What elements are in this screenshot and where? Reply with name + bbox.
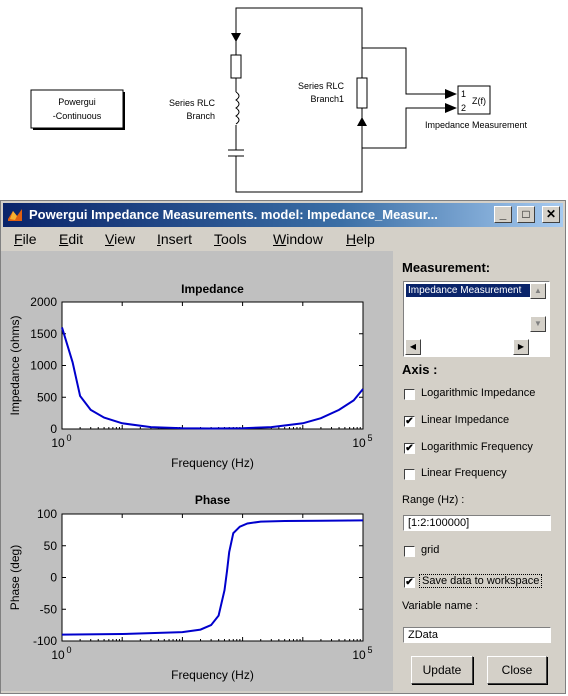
powergui-block[interactable] xyxy=(31,90,125,130)
chart2-ytick-label: 50 xyxy=(43,538,57,553)
measurement-list-item[interactable]: Impedance Measurement xyxy=(406,284,530,297)
menu-tools[interactable]: Tools xyxy=(214,231,247,247)
logarithmic-frequency-checkbox[interactable]: ✔ xyxy=(405,443,414,454)
chart1-ytick-label: 1500 xyxy=(30,326,57,341)
chart2-ytick-label: 0 xyxy=(50,570,57,585)
chart1-xlabel: Frequency (Hz) xyxy=(171,456,254,470)
branch1-label-2: Branch1 xyxy=(310,94,344,104)
save-data-checkbox[interactable]: ✔ xyxy=(405,577,414,588)
impedance-measurement-label: Impedance Measurement xyxy=(424,120,528,130)
axis-label: Axis : xyxy=(402,362,438,377)
menu-edit[interactable]: Edit xyxy=(59,231,84,247)
plot-area xyxy=(1,251,393,691)
grid-label: grid xyxy=(421,544,440,556)
save-data-label: Save data to workspace xyxy=(419,574,542,588)
branch-label-2: Branch xyxy=(186,111,215,121)
variable-name-label: Variable name : xyxy=(402,600,479,612)
chart1-ytick-label: 0 xyxy=(50,422,57,436)
chart2-xtick-base: 10 xyxy=(51,648,65,662)
menu-view[interactable]: View xyxy=(105,231,136,247)
chart2-ytick-label: -50 xyxy=(39,602,57,617)
series-rlc-branch1-block[interactable] xyxy=(298,78,367,108)
chart1-xtick-base: 10 xyxy=(352,436,366,450)
menu-insert[interactable]: Insert xyxy=(157,231,193,247)
chart2-xtick-base: 10 xyxy=(352,648,366,662)
scroll-left-icon[interactable]: ◀ xyxy=(405,339,421,355)
chart2-xlabel: Frequency (Hz) xyxy=(171,668,254,682)
branch1-label-1: Series RLC xyxy=(297,81,344,91)
powergui-label-2: -Continuous xyxy=(52,111,102,121)
chart1-ytick-label: 1000 xyxy=(30,358,57,373)
logarithmic-impedance-label: Logarithmic Impedance xyxy=(421,387,536,399)
chart2-xtick-exp: 5 xyxy=(367,645,373,655)
chart1-xtick-base: 10 xyxy=(51,436,65,450)
logarithmic-frequency-label: Logarithmic Frequency xyxy=(421,441,533,453)
chart2-ytick-label: 100 xyxy=(36,507,57,521)
measurement-label: Measurement: xyxy=(402,260,491,275)
title-bar[interactable] xyxy=(3,203,563,227)
menu-help[interactable]: Help xyxy=(346,231,375,247)
charts-svg xyxy=(1,251,393,691)
menu-file[interactable]: File xyxy=(14,231,37,247)
grid-checkbox[interactable] xyxy=(404,546,415,557)
logarithmic-impedance-checkbox[interactable] xyxy=(404,389,415,400)
zf-label: Z(f) xyxy=(472,96,486,106)
variable-name-input[interactable]: ZData xyxy=(403,627,551,643)
chart1-xtick-exp: 0 xyxy=(66,433,72,443)
matlab-icon xyxy=(7,207,23,223)
minimize-button[interactable]: _ xyxy=(494,206,512,223)
simulink-diagram xyxy=(0,0,568,200)
impedance-window xyxy=(0,200,566,694)
chart1-ytick-label: 500 xyxy=(36,390,57,405)
menu-window[interactable]: Window xyxy=(273,231,323,247)
chart2-xtick-exp: 0 xyxy=(66,645,72,655)
chart1-ylabel: Impedance (ohms) xyxy=(8,315,22,416)
branch-label-1: Series RLC xyxy=(168,98,215,108)
measurement-listbox[interactable] xyxy=(403,281,550,357)
close-button[interactable]: Close xyxy=(487,656,547,684)
chart1-ytick-label: 2000 xyxy=(30,295,57,309)
circuit-wires xyxy=(236,8,455,192)
menu-bar xyxy=(3,229,563,251)
chart1-title: Impedance xyxy=(181,282,244,296)
chart2-ylabel: Phase (deg) xyxy=(8,544,22,611)
range-label: Range (Hz) : xyxy=(402,494,465,506)
series-rlc-branch-block[interactable] xyxy=(169,55,244,162)
linear-frequency-checkbox[interactable] xyxy=(404,469,415,480)
chart2-ytick-label: -100 xyxy=(32,634,57,648)
chart1-plot-box xyxy=(62,302,363,429)
port-1-label: 1 xyxy=(461,89,467,99)
chart2-title: Phase xyxy=(194,493,231,507)
port-2-label: 2 xyxy=(461,103,467,113)
window-title: Powergui Impedance Measurements. model: Impedance_Measur... xyxy=(29,207,438,222)
chart1-xtick-exp: 5 xyxy=(367,433,373,443)
linear-frequency-label: Linear Frequency xyxy=(421,467,507,479)
update-button[interactable]: Update xyxy=(411,656,473,684)
scroll-right-icon[interactable]: ▶ xyxy=(513,339,529,355)
scroll-up-icon[interactable]: ▲ xyxy=(530,283,546,299)
range-input[interactable]: [1:2:100000] xyxy=(403,515,551,531)
powergui-label-1: Powergui xyxy=(58,97,96,107)
linear-impedance-label: Linear Impedance xyxy=(421,414,510,426)
close-window-button[interactable]: ✕ xyxy=(542,206,560,223)
scroll-down-icon[interactable]: ▼ xyxy=(530,316,546,332)
linear-impedance-checkbox[interactable]: ✔ xyxy=(405,416,414,427)
maximize-button[interactable]: □ xyxy=(517,206,535,223)
